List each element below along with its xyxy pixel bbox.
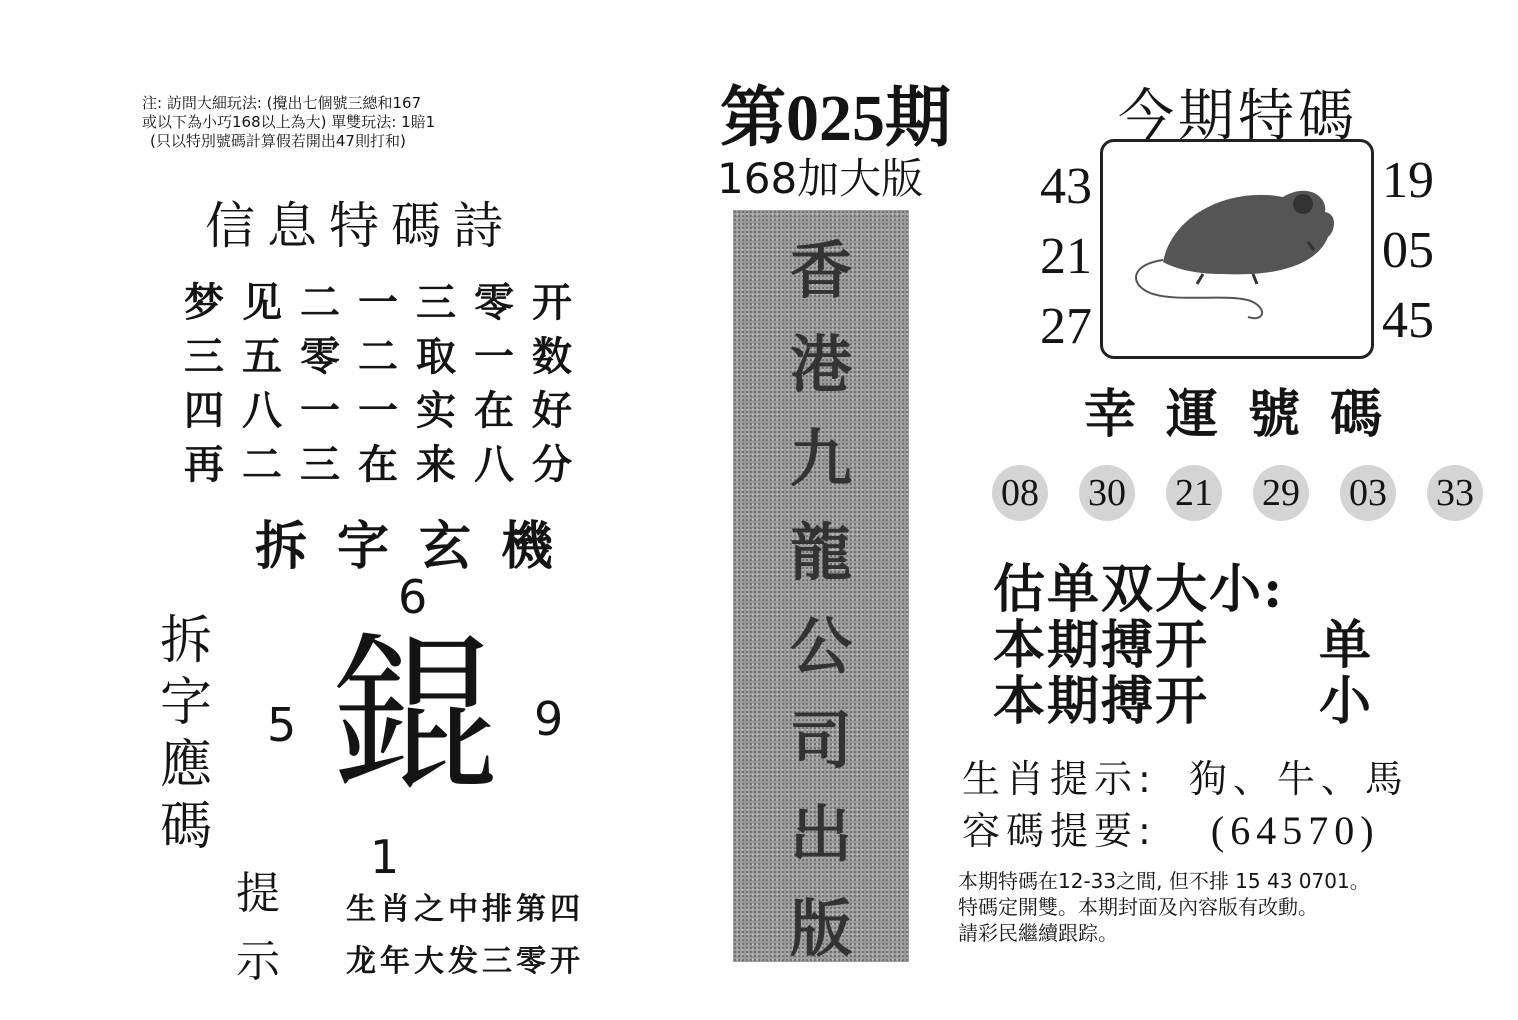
lucky-numbers [992, 465, 1514, 521]
side-label-char: 字 [159, 673, 212, 733]
chaizi-bottom-number: 1 [370, 830, 400, 884]
note-line-1: 注: 訪問大細玩法: (攪出七個號三總和167 [142, 94, 422, 112]
publisher-banner [733, 210, 909, 965]
hint-text [346, 884, 584, 988]
poem-char: 实 [416, 387, 456, 434]
poem-char: 见 [242, 279, 282, 326]
poem-row [175, 330, 581, 384]
poem-char: 梦 [184, 279, 224, 326]
footer-line-1: 本期特碼在12-33之間, 但不排 15 43 0701。 [958, 869, 1370, 893]
hint-line-2: 龙年大发三零开 [346, 944, 584, 979]
poem-char: 来 [416, 441, 456, 488]
chaizi-side-label [156, 610, 216, 858]
poem-char: 取 [416, 333, 456, 380]
poem-char: 一 [358, 279, 398, 326]
poem-char: 在 [358, 441, 398, 488]
poem-char: 数 [532, 333, 572, 380]
poem-char: 好 [532, 387, 572, 434]
banner-char: 出 [789, 798, 852, 871]
banner-char: 九 [789, 422, 852, 495]
footer-note [958, 868, 1370, 946]
chaizi-title: 拆字玄機 [255, 516, 584, 577]
lucky-number-ball: 33 [1427, 465, 1483, 521]
note-line-2: 或以下為小巧168以上為大) 單雙玩法: 1賠1 [142, 113, 436, 131]
poem-char: 一 [300, 387, 340, 434]
guess-label-1: 本期搏开 [993, 615, 1210, 676]
banner-char: 版 [789, 892, 852, 965]
play-rules-note [142, 94, 435, 151]
special-number: 05 [1382, 222, 1434, 279]
code-label: 容碼提要: [962, 809, 1157, 853]
lucky-number-ball: 08 [992, 465, 1048, 521]
guess-value-odd-even: 单 [1319, 615, 1374, 676]
guess-block [993, 559, 1374, 732]
poem-char: 一 [474, 333, 514, 380]
zodiac-value: 狗、牛、馬 [1188, 757, 1409, 801]
lucky-number-ball: 30 [1079, 465, 1135, 521]
special-number: 27 [1040, 298, 1092, 355]
banner-char: 公 [789, 610, 852, 683]
issue-suffix: 期 [885, 82, 951, 155]
rat-frame [1100, 139, 1374, 359]
poem-row [175, 276, 581, 330]
poem-char: 再 [184, 441, 224, 488]
hint-line-1: 生肖之中排第四 [346, 892, 584, 927]
poem-char: 二 [358, 333, 398, 380]
side-label-char: 碼 [159, 797, 212, 857]
poem-char: 零 [474, 279, 514, 326]
side-label-char: 拆 [159, 611, 212, 671]
poem-char: 在 [474, 387, 514, 434]
side-label-char: 應 [159, 735, 212, 795]
issue-prefix: 第 [720, 82, 786, 155]
banner-char: 龍 [789, 516, 852, 589]
poem-row [175, 384, 581, 438]
code-hint [962, 800, 1380, 855]
hint-label-char: 提 [236, 868, 280, 919]
note-line-3: (只以特別號碼計算假若開出47則打和) [150, 132, 406, 150]
poem-row [175, 438, 581, 492]
poem-char: 三 [300, 441, 340, 488]
poem-char: 四 [184, 387, 224, 434]
rat-icon [1103, 142, 1371, 356]
zodiac-hint [962, 748, 1409, 803]
poem-char: 三 [416, 279, 456, 326]
special-number: 43 [1040, 158, 1092, 215]
lucky-number-ball: 21 [1166, 465, 1222, 521]
chaizi-top-number: 6 [398, 570, 428, 624]
footer-line-3: 請彩民繼續跟踪。 [958, 921, 1118, 945]
special-number: 19 [1382, 152, 1434, 209]
zodiac-label: 生肖提示: [962, 757, 1157, 801]
poem-char: 一 [358, 387, 398, 434]
lucky-title: 幸運號碼 [1084, 384, 1413, 445]
chaizi-right-number: 9 [534, 692, 564, 746]
poem-char: 二 [300, 279, 340, 326]
guess-value-big-small: 小 [1319, 671, 1374, 732]
poem-block [175, 276, 581, 492]
special-right-numbers [1382, 146, 1434, 356]
issue-number [720, 64, 951, 159]
poem-char: 八 [242, 387, 282, 434]
poem-char: 开 [532, 279, 572, 326]
poem-char: 二 [242, 441, 282, 488]
guess-title: 估单双大小: [993, 559, 1285, 620]
edition-label: 168加大版 [717, 154, 924, 203]
footer-line-2: 特碼定開雙。本期封面及內容版有改動。 [958, 895, 1318, 919]
special-title: 今期特碼 [1118, 84, 1358, 149]
lucky-number-ball: 29 [1253, 465, 1309, 521]
chaizi-left-number: 5 [267, 698, 297, 752]
special-number: 45 [1382, 292, 1434, 349]
poem-char: 八 [474, 441, 514, 488]
chaizi-center-char: 錕 [330, 618, 501, 816]
lucky-number-ball: 03 [1340, 465, 1396, 521]
poem-char: 零 [300, 333, 340, 380]
banner-char: 司 [789, 704, 852, 777]
banner-char: 香 [789, 234, 852, 307]
poem-char: 三 [184, 333, 224, 380]
special-left-numbers [1028, 152, 1092, 362]
banner-char: 港 [789, 328, 852, 401]
hint-label-char: 示 [236, 936, 280, 987]
poem-title: 信息特碼詩 [205, 197, 515, 255]
issue-digits: 025 [786, 82, 885, 155]
code-value: (64570) [1210, 808, 1380, 853]
special-number: 21 [1040, 228, 1092, 285]
poem-char: 分 [532, 441, 572, 488]
poem-char: 五 [242, 333, 282, 380]
hint-label [236, 860, 280, 996]
guess-label-2: 本期搏开 [993, 671, 1210, 732]
